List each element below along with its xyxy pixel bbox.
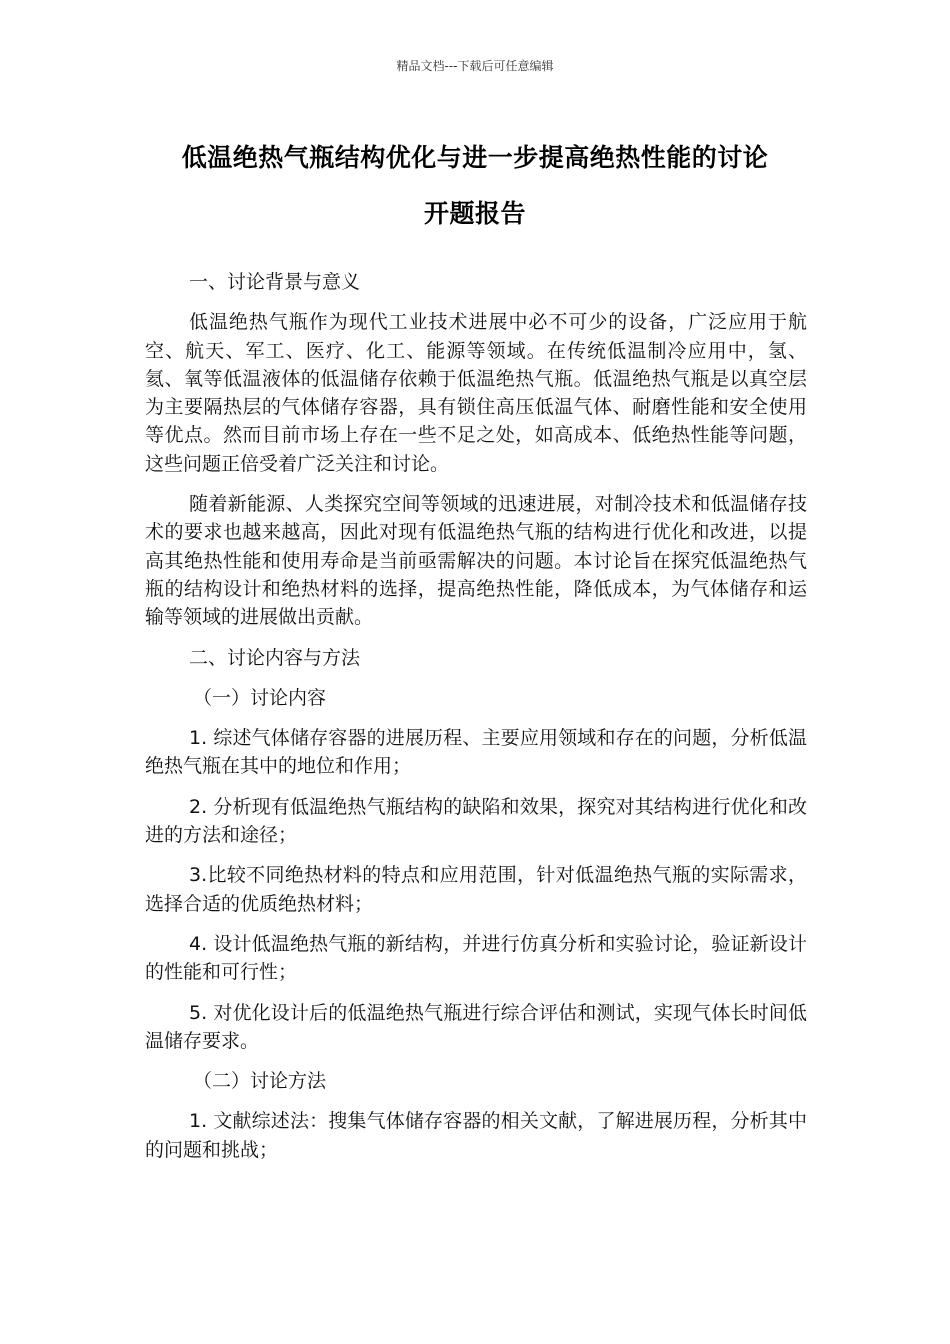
document-title-line-1: 低温绝热气瓶结构优化与进一步提高绝热性能的讨论 xyxy=(181,143,769,172)
content-item: 5. 对优化设计后的低温绝热气瓶进行综合评估和测试，实现气体长时间低温储存要求。 xyxy=(145,1001,807,1052)
document-body xyxy=(145,268,807,1176)
content-item: 3.比较不同绝热材料的特点和应用范围，针对低温绝热气瓶的实际需求，选择合适的优质绝热材料； xyxy=(145,864,807,915)
subsection-heading-method: （二）讨论方法 xyxy=(193,1070,327,1093)
content-item: 2. 分析现有低温绝热气瓶结构的缺陷和效果，探究对其结构进行优化和改进的方法和途径； xyxy=(145,795,807,847)
section-heading-background: 一、讨论背景与意义 xyxy=(189,271,361,293)
document-title-line-2: 开题报告 xyxy=(423,199,526,228)
paragraph-background-1: 低温绝热气瓶作为现代工业技术进展中必不可少的设备，广泛应用于航空、航天、军工、医疗、化工、能源等领域。在传统低温制冷应用中，氢、氦、氧等低温液体的低温储存依赖于低温绝热气瓶。低温绝热气瓶是以真空层为主要隔热层的气体储存容器，具有锁住高压低温气体、耐磨性能和安全使用等优点。然而目前市场上存在一些不足之处，如高成本、低绝热性能等问题，这些问题正倍受着广泛关注和讨论。 xyxy=(145,311,807,475)
content-item: 1. 综述气体储存容器的进展历程、主要应用领域和存在的问题，分析低温绝热气瓶在其中的地位和作用； xyxy=(145,727,807,778)
section-heading-content-method: 二、讨论内容与方法 xyxy=(189,646,361,669)
method-item: 1. 文献综述法：搜集气体储存容器的相关文献，了解进展历程，分析其中的问题和挑战； xyxy=(145,1110,807,1161)
content-item: 4. 设计低温绝热气瓶的新结构，并进行仿真分析和实验讨论，验证新设计的性能和可行性； xyxy=(145,932,807,984)
page-header-note: 精品文档---下载后可任意编辑 xyxy=(396,59,554,73)
subsection-heading-content: （一）讨论内容 xyxy=(193,686,327,709)
paragraph-background-2: 随着新能源、人类探究空间等领域的迅速进展，对制冷技术和低温储存技术的要求也越来越高，因此对现有低温绝热气瓶的结构进行优化和改进，以提高其绝热性能和使用寿命是当前亟需解决的问题。本讨论旨在探究低温绝热气瓶的结构设计和绝热材料的选择，提高绝热性能，降低成本，为气体储存和运输等领域的进展做出贡献。 xyxy=(145,493,807,629)
